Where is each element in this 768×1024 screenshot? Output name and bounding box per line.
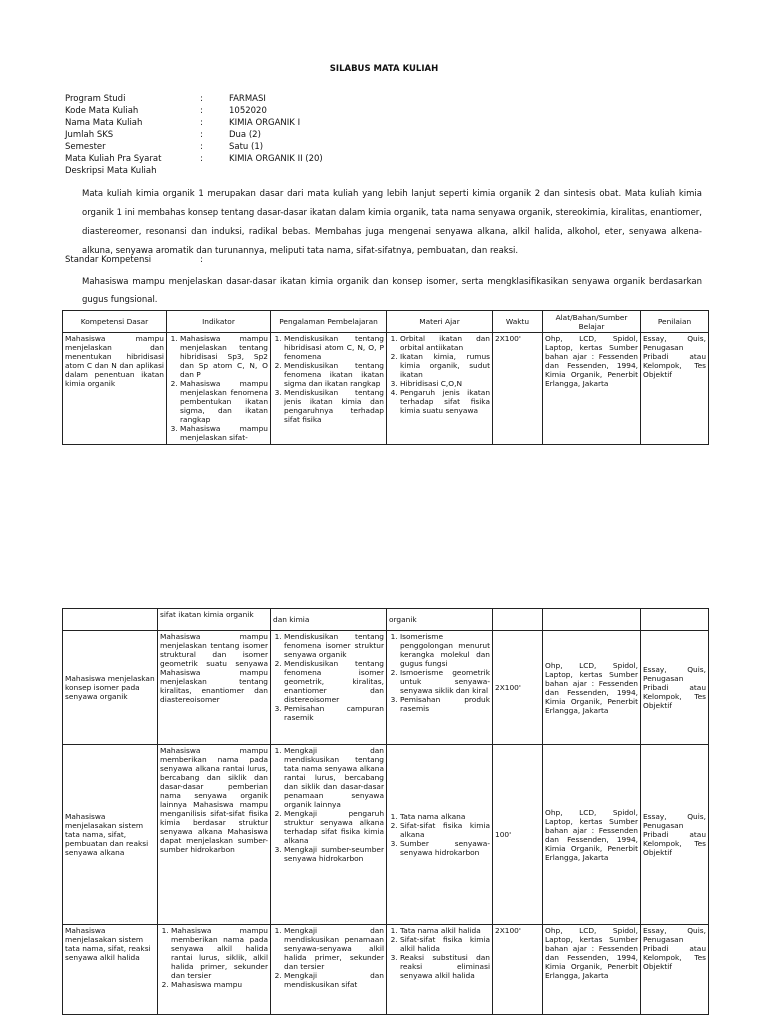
list-item: 2. Mengkaji dan mendiskusikan sifat [284, 971, 384, 989]
list-item: 2. Mengkaji pengaruh struktur senyawa alkana terhadap sifat fisika kimia alkana [284, 809, 384, 845]
info-row-sks [65, 129, 323, 141]
syllabus-table-1 [62, 310, 709, 445]
document-title: SILABUS MATA KULIAH [329, 64, 439, 74]
penilaian-cell: Essay, Quis, Penugasan Pribadi atau Kelompok, Tes Objektif [641, 631, 709, 745]
kd-cell: Mahasiswa menjelasakan sistem tata nama, sifat, reaksi senyawa alkil halida [63, 925, 158, 1015]
list-item: 3. Reaksi substitusi dan reaksi eliminasi senyawa alkil halida [400, 953, 490, 980]
info-colon: : [200, 154, 203, 164]
list-item: 2. Mahasiswa mampu menjelaskan fenomena pembentukan ikatan sigma, dan ikatan rangkap [180, 379, 268, 424]
table-row [63, 631, 709, 745]
penilaian-cell: Essay, Quis, Penugasan Pribadi atau Kelompok, Tes Objektif [641, 925, 709, 1015]
info-colon: : [200, 106, 203, 116]
info-label: Nama Mata Kuliah [65, 118, 143, 128]
list-item: 1. Orbital ikatan dan orbital antiikatan [400, 334, 490, 352]
header-cell: Pengalaman Pembelajaran [271, 311, 387, 333]
table-row [63, 333, 709, 445]
list-item: 1. Tata nama alkil halida [400, 926, 490, 935]
indikator-cell [158, 925, 271, 1015]
list-item: 3. Mahasiswa mampu menjelaskan sifat- [180, 424, 268, 442]
penilaian-cell: Essay, Quis, Penugasan Pribadi atau Kelompok, Tes Objektif [641, 745, 709, 925]
alat-cell [543, 609, 641, 631]
info-value: KIMIA ORGANIK II (20) [229, 154, 323, 164]
info-colon: : [200, 94, 203, 104]
table-header-row [63, 311, 709, 333]
materi-cell [387, 925, 493, 1015]
waktu-cell: 2X100' [493, 925, 543, 1015]
info-row-description [65, 165, 323, 177]
info-label: Jumlah SKS [65, 130, 114, 140]
indikator-cell [167, 333, 271, 445]
info-value: FARMASI [229, 94, 266, 104]
pengalaman-cell [271, 925, 387, 1015]
kd-cell [63, 609, 158, 631]
header-cell: Alat/Bahan/Sumber Belajar [543, 311, 641, 333]
list-item: 3. Pemisahan campuran rasemik [284, 704, 384, 722]
materi-cell [387, 745, 493, 925]
list-item: 2. Mahasiswa mampu [171, 980, 268, 989]
alat-cell: Ohp, LCD, Spidol, Laptop, kertas Sumber bahan ajar : Fessenden dan Fessenden, 1994, Kimia Organik, Penerbit Erlangga, Jakarta [543, 745, 641, 925]
kd-cell: Mahasiswa menjelasakan sistem tata nama, sifat, pembuatan dan reaksi senyawa alkana [63, 745, 158, 925]
list-item: 1. Mahasiswa mampu menjelaskan tentang hibridisasi Sp3, Sp2 dan Sp atom C, N, O dan P [180, 334, 268, 379]
list-item: 2. Sifat-sifat fisika kimia alkil halida [400, 935, 490, 953]
info-colon: : [200, 255, 203, 265]
syllabus-table-2 [62, 608, 709, 1015]
info-value: KIMIA ORGANIK I [229, 118, 301, 128]
alat-cell: Ohp, LCD, Spidol, Laptop, kertas Sumber bahan ajar : Fessenden dan Fessenden, 1994, Kimia Organik, Penerbit Erlangga, Jakarta [543, 333, 641, 445]
kd-cell: Mahasiswa menjelaskan konsep isomer pada senyawa organik [63, 631, 158, 745]
info-colon: : [200, 130, 203, 140]
list-item: 3. Mendiskusikan tentang jenis ikatan kimia dan pengaruhnya terhadap sifat fisika [284, 388, 384, 424]
info-row-name [65, 117, 323, 129]
info-value: Dua (2) [229, 130, 261, 140]
indikator-cell: Mahasiswa mampu menjelaskan tentang isomer struktural dan isomer geometrik suatu senyawa Mahasiswa mampu menjelaskan tentang kiralitas, enantiomer dan diastereoisomer [158, 631, 271, 745]
pengalaman-cell [271, 745, 387, 925]
waktu-cell [493, 609, 543, 631]
list-item: 1. Mendiskusikan tentang fenomena isomer struktur senyawa organik [284, 632, 384, 659]
list-item: 4. Pengaruh jenis ikatan terhadap sifat fisika kimia suatu senyawa [400, 388, 490, 415]
list-item: 2. Ismoerisme geometrik untuk senyawa-senyawa siklik dan kiral [400, 668, 490, 695]
pengalaman-cell [271, 631, 387, 745]
materi-cell [387, 631, 493, 745]
penilaian-cell: Essay, Quis, Penugasan Pribadi atau Kelompok, Tes Objektif [641, 333, 709, 445]
waktu-cell: 100' [493, 745, 543, 925]
standard-text: Mahasiswa mampu menjelaskan dasar-dasar ikatan kimia organik dan konsep isomer, serta mengklasifikasikan senyawa organik berdasarkan gugus fungsional. [82, 277, 702, 305]
course-info [65, 93, 323, 177]
list-item: 3. Hibridisasi C,O,N [400, 379, 490, 388]
penilaian-cell [641, 609, 709, 631]
header-cell: Waktu [493, 311, 543, 333]
info-value: Satu (1) [229, 142, 264, 152]
list-item: 2. Sifat-sifat fisika kimia alkana [400, 821, 490, 839]
list-item: 2. Mendiskusikan tentang fenomena isomer geometrik, kiralitas, enantiomer dan distereoisomer [284, 659, 384, 704]
info-row-program [65, 93, 323, 105]
course-description: Mata kuliah kimia organik 1 merupakan dasar dari mata kuliah yang lebih lanjut seperti kimia organik 2 dan sintesis obat. Mata kuliah kimia organik 1 ini membahas konsep tentang dasar-dasar ikatan dalam kimia organik, tata nama senyawa organik, stereokimia, kiralitas, enantiomer, diastereomer, resonansi dan induksi, radikal bebas. Membahas juga mengenai senyawa alkana, alkil halida, alkohol, eter, senyawa alkena-alkuna, senyawa aromatik dan turunannya, meliputi tata nama, sifat-sifatnya, pembuatan, dan reaksi. [82, 189, 702, 256]
alat-cell: Ohp, LCD, Spidol, Laptop, kertas Sumber bahan ajar : Fessenden dan Fessenden, 1994, Kimia Organik, Penerbit Erlangga, Jakarta [543, 925, 641, 1015]
info-colon: : [200, 142, 203, 152]
list-item: 1. Mahasiswa mampu memberikan nama pada senyawa alkil halida rantai lurus, siklik, alkil halida primer, sekunder dan tersier [171, 926, 268, 980]
table-row [63, 925, 709, 1015]
list-item: 2. Ikatan kimia, rumus kimia organik, sudut ikatan [400, 352, 490, 379]
pengalaman-cell [271, 333, 387, 445]
list-item: 1. Mengkaji dan mendiskusikan tentang tata nama senyawa alkana rantai lurus, bercabang dan siklik dan dasar-dasar penamaan senyawa organik lainnya [284, 746, 384, 809]
pengalaman-cell: dan kimia [271, 609, 387, 631]
header-cell: Penilaian [641, 311, 709, 333]
waktu-cell: 2X100' [493, 631, 543, 745]
waktu-cell: 2X100' [493, 333, 543, 445]
info-label: Kode Mata Kuliah [65, 106, 139, 116]
list-item: 3. Sumber senyawa-senyawa hidrokarbon [400, 839, 490, 857]
list-item: 3. Pemisahan produk rasemis [400, 695, 490, 713]
standard-label: Standar Kompetensi [65, 255, 152, 265]
list-item: 1. Isomerisme penggolongan menurut kerangka molekul dan gugus fungsi [400, 632, 490, 668]
list-item: 1. Mengkaji dan mendiskusikan penamaan senyawa-senyawa alkil halida primer, sekunder dan tersier [284, 926, 384, 971]
list-item: 1. Mendiskusikan tentang hibridisasi atom C, N, O, P fenomena [284, 334, 384, 361]
materi-cell [387, 333, 493, 445]
info-label: Mata Kuliah Pra Syarat [65, 154, 162, 164]
list-item: 1. Tata nama alkana [400, 812, 490, 821]
header-cell: Kompetensi Dasar [63, 311, 167, 333]
table-row-continued [63, 609, 709, 631]
standard-label-row [65, 255, 203, 265]
materi-cell: organik [387, 609, 493, 631]
header-cell: Materi Ajar [387, 311, 493, 333]
table-row [63, 745, 709, 925]
indikator-cell: sifat ikatan kimia organik [158, 609, 271, 631]
info-row-semester [65, 141, 323, 153]
info-value: 1052020 [229, 106, 267, 116]
indikator-cell: Mahasiswa mampu memberikan nama pada senyawa alkana rantai lurus, bercabang dan siklik dan dasar-dasar pemberian nama senyawa organik lainnya Mahasiswa mampu menganilisis sifat-sifat fisika kimia berdasar struktur senyawa alkana Mahasiswa dapat menjelaskan sumber-sumber hidrokarbon [158, 745, 271, 925]
list-item: 3. Mengkaji sumber-seumber senyawa hidrokarbon [284, 845, 384, 863]
header-cell: Indikator [167, 311, 271, 333]
info-label: Semester [65, 142, 106, 152]
kd-cell: Mahasiswa mampu menjelaskan dan menentukan hibridisasi atom C dan N dan aplikasi dalam penentuan ikatan kimia organik [63, 333, 167, 445]
info-row-code [65, 105, 323, 117]
info-row-prerequisite [65, 153, 323, 165]
alat-cell: Ohp, LCD, Spidol, Laptop, kertas Sumber bahan ajar : Fessenden dan Fessenden, 1994, Kimia Organik, Penerbit Erlangga, Jakarta [543, 631, 641, 745]
info-colon: : [200, 118, 203, 128]
info-label: Program Studi [65, 94, 126, 104]
info-label: Deskripsi Mata Kuliah [65, 166, 157, 176]
list-item: 2. Mendiskusikan tentang fenomena ikatan ikatan sigma dan ikatan rangkap [284, 361, 384, 388]
